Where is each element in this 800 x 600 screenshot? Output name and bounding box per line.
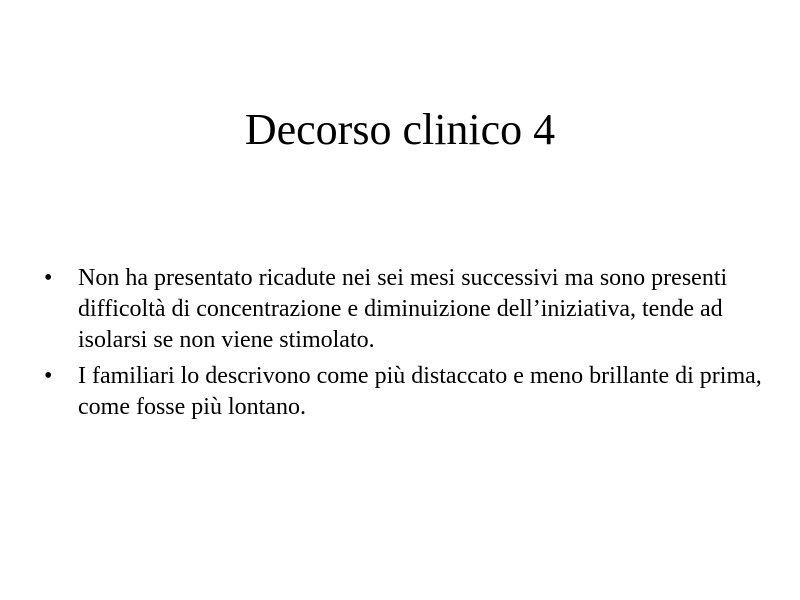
bullet-item [44,361,774,423]
bullet-text: Non ha presentato ricadute nei sei mesi successivi ma sono presenti difficoltà di concentrazione e diminuizione dell’iniziativa, tende ad isolarsi se non viene stimolato. [78,265,728,353]
slide-title: Decorso clinico 4 [244,105,556,154]
bullet-list [44,263,774,428]
bullet-item [44,263,774,356]
bullet-marker: • [44,265,53,291]
bullet-text: I familiari lo descrivono come più distaccato e meno brillante di prima, come fosse più lontano. [78,363,762,420]
bullet-marker: • [44,363,53,389]
